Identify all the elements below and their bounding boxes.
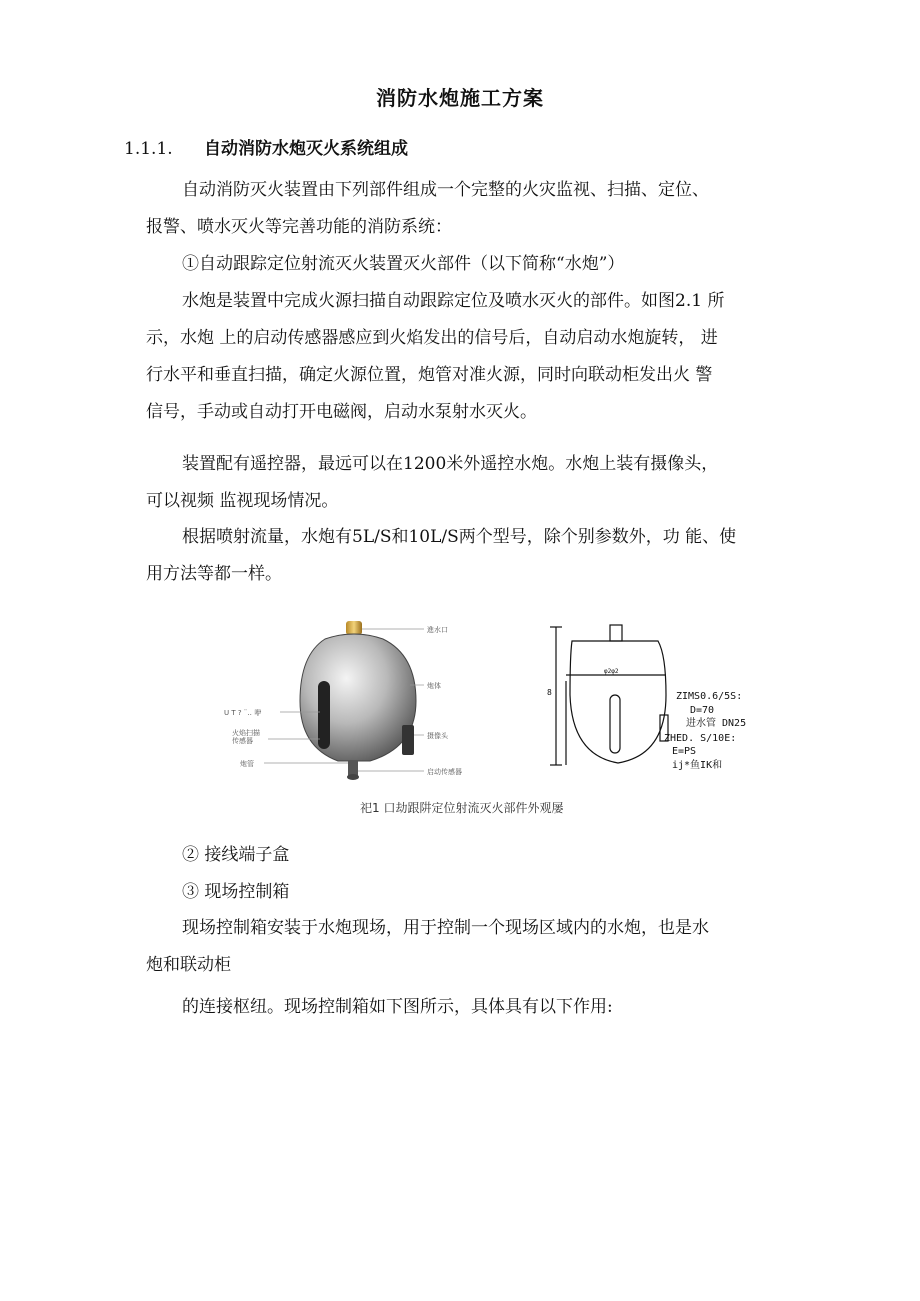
spec-eps: E=PS [672,746,697,757]
remote-paragraph [146,446,810,520]
svg-text:φ2φ2: φ2φ2 [604,668,619,675]
figure-water-cannon [220,615,747,823]
text-line: 信号，手动或自动打开电磁阀，启动水泵射水灭火。 [146,402,537,422]
spec-ij: ij*鱼IK和 [672,760,723,771]
text-line: 自动消防灭火装置由下列部件组成一个完整的火灾监视、扫描、定位、 [182,180,709,200]
label-sensor: 启动传感器 [427,768,462,776]
text-line: 根据喷射流量，水炮有5L/S和10L/S两个型号，除个别参数外，功 能、使 [182,527,737,547]
text-line: 炮和联动柜 [146,955,231,975]
svg-text:8: 8 [547,688,552,697]
text-line: 现场控制箱安装于水炮现场，用于控制一个现场区域内的水炮，也是水 [182,918,709,938]
text-line: 行水平和垂直扫描，确定火源位置，炮管对准火源，同时向联动柜发出火 警 [146,365,713,385]
text-line: 装置配有遥控器，最远可以在1200米外遥控水炮。水炮上装有摄像头， [182,454,719,474]
figure-illustration [220,615,747,823]
cannon-rendering [300,621,416,780]
text-line: 水炮是装置中完成火源扫描自动跟踪定位及喷水灭火的部件。如图2.1 所 [182,291,725,311]
label-scanner-2: 传感器 [232,737,253,745]
label-body: 炮体 [427,682,441,690]
section-number: 1.1.1. [124,139,173,159]
label-inlet: 進水口 [427,626,448,634]
text-line: 可以视频 监视现场情况。 [146,491,339,511]
spec-10e: ZHED. S/10E: [664,733,737,744]
cannon-paragraph [146,283,810,431]
list-item-cannon: ①自动跟踪定位射流灭火装置灭火部件（以下简称“水炮”） [182,254,625,274]
control-box-paragraph-2 [146,989,810,1026]
text-line: 的连接枢纽。现场控制箱如下图所示，具体具有以下作用: [182,997,613,1017]
control-box-paragraph [146,910,810,984]
list-item-terminal-box: ② 接线端子盒 [182,845,290,865]
label-camera: 摄像头 [427,732,448,740]
page-title: 消防水炮施工方案 [376,86,544,110]
components-list [146,837,810,911]
text-line: 示，水炮 上的启动传感器感应到火焰发出的信号后，自动启动水炮旋转， 进 [146,328,718,348]
spec-d70: D=70 [690,705,715,716]
text-line: 报警、喷水灭火等完善功能的消防系统： [146,217,452,237]
figure-caption: 祀1 口劫跟阱定位射流灭火部件外观屡 [360,801,564,815]
label-ut: U T ? ¨‥ 咿 [224,709,262,717]
spec-dn25: 进水管 DN25 [686,718,747,729]
section-title: 自动消防水炮灭火系统组成 [204,139,408,159]
label-barrel: 炮管 [240,760,254,768]
section-heading [124,134,408,159]
list-item-control-box: ③ 现场控制箱 [182,882,290,902]
label-scanner: 火焰扫描 [232,729,260,737]
spec-5s: ZIMS0.6/5S: [676,691,743,702]
text-line: 用方法等都一样。 [146,564,282,584]
technical-drawing [550,625,668,765]
intro-paragraph [146,172,810,283]
models-paragraph [146,519,810,593]
